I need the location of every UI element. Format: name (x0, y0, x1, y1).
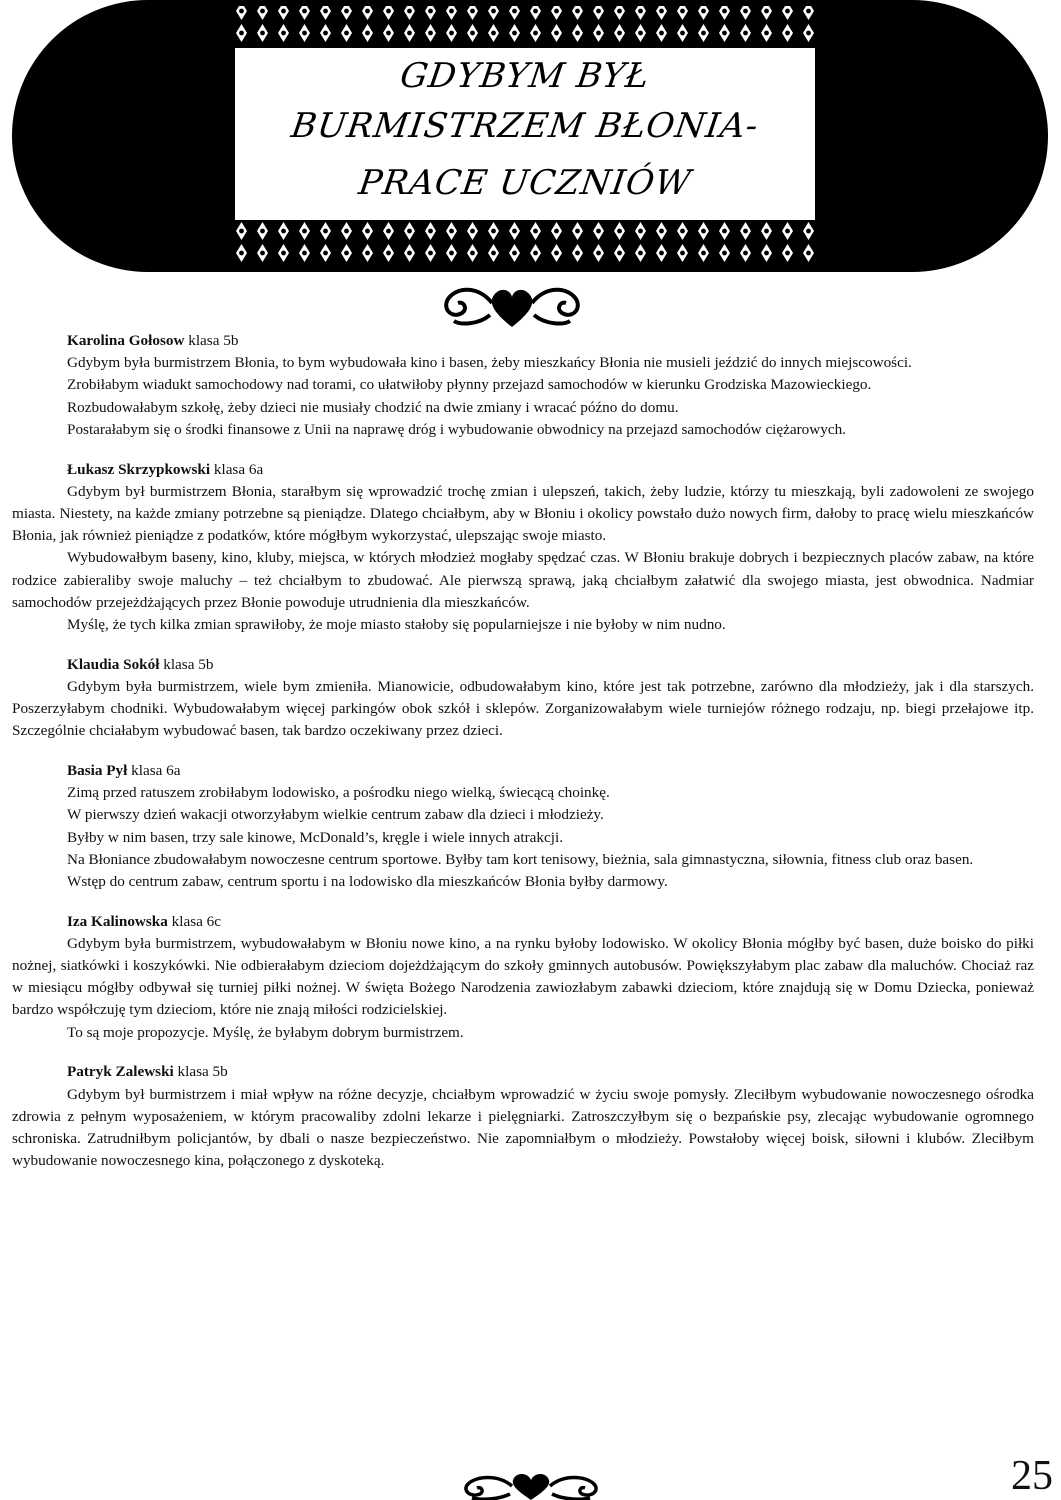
essay-heading (12, 654, 1034, 676)
essay-heading (12, 911, 1034, 933)
author-class: klasa 6c (171, 912, 221, 930)
author-name: Łukasz Skrzypkowski (67, 460, 211, 478)
essay-paragraph: Wstęp do centrum zabaw, centrum sportu i na lodowisko dla mieszkańców Błonia byłby darmowy. (67, 872, 668, 890)
essay-paragraph: Myślę, że tych kilka zmian sprawiłoby, że moje miasto stałoby się popularniejsze i nie byłoby w nim nudno. (67, 615, 726, 633)
author-class: klasa 6a (213, 460, 264, 478)
essay-paragraph: Gdybym była burmistrzem, wiele bym zmieniła. Mianowicie, odbudowałabym kino, które jest tak potrzebne, zarówno dla młodzieży, jak i dla starszych. Poszerzyłabym chodniki. Wybudowałabym więcej parkingów obok szkół i sklepów. Zorganizowałabym wiele turniejów różnego rodzaju, np. biegi przełajowe itp. Szczególnie chciałabym wybudować basen, tak bardzo oczekiwany przez dzieci. (12, 677, 1034, 740)
author-class: klasa 5b (177, 1063, 228, 1081)
author-name: Karolina Gołosow (67, 332, 185, 349)
essay-entry (12, 459, 1034, 637)
essay-paragraph: W pierwszy dzień wakacji otworzyłabym wielkie centrum zabaw dla dzieci i młodzieży. (67, 806, 604, 824)
page-title-line-3: PRACE UCZNIÓW (356, 163, 694, 203)
essay-paragraph: Byłby w nim basen, trzy sale kinowe, McDonald’s, kręgle i wiele innych atrakcji. (67, 828, 563, 846)
essay-entry (12, 654, 1034, 743)
essay-paragraph: Gdybym był burmistrzem i miał wpływ na różne decyzje, chciałbym wprowadzić w życiu swoje pomysły. Zleciłbym wybudowanie nowoczesnego ośrodka zdrowia z pełnym wyposażeniem, w którym pracowaliby zdolni lekarze i pielęgniarki. Zatroszczyłbym się o bezpańskie psy, zlecając wybudowanie ogromnego schroniska. Zatrudniłbym policjantów, by dbali o nasze bezpieczeństwo. Nie zapomniałbym o młodzieży. Powstałoby więcej boisk, siłowni i klubów. Zleciłbym wybudowanie nowoczesnego kina, połączonego z dyskoteką. (12, 1085, 1034, 1170)
essay-paragraph: Na Błoniance zbudowałabym nowoczesne centrum sportowe. Byłby tam kort tenisowy, bieżnia, sala gimnastyczna, siłownia, fitness club oraz basen. (67, 850, 974, 868)
essay-heading (12, 1061, 1034, 1083)
student-essays (12, 330, 1034, 1190)
essay-paragraph: Rozbudowałabym szkołę, żeby dzieci nie musiały chodzić na dwie zmiany i wracać późno do domu. (67, 398, 679, 416)
essay-paragraph: Zimą przed ratuszem zrobiłabym lodowisko, a pośrodku niego wielką, świecącą choinkę. (67, 784, 610, 802)
essay-paragraph: Gdybym był burmistrzem Błonia, starałbym się wprowadzić trochę zmian i ulepszeń, takich, żeby ludzie, którzy tu mieszkają, byli zadowoleni ze swojego miasta. Niestety, na każde zmiany potrzebne są pieniądze. Dlatego chciałbym, aby w Błoniu i okolicy powstało dużo nowych firm, dałoby to pracę wielu mieszkańców Błonia, jak również pieniądze z podatków, które mógłbym wykorzystać, ulepszając swoje miasto. (12, 482, 1034, 545)
page-title-line-1: GDYBYM BYŁ (397, 56, 653, 96)
author-class: klasa 5b (188, 332, 239, 349)
essay-entry (12, 760, 1034, 893)
author-class: klasa 6a (131, 761, 181, 779)
essay-paragraph: Postarałabym się o środki finansowe z Unii na naprawę dróg i wybudowanie obwodnicy na przejazd samochodów ciężarowych. (67, 420, 846, 438)
author-name: Klaudia Sokół (67, 655, 160, 673)
essay-paragraph: Wybudowałbym baseny, kino, kluby, miejsca, w których młodzież mogłaby spędzać czas. W Błoniu brakuje dobrych i bezpiecznych placów zabaw, na które rodzice zabieraliby swoje maluchy – też chciałbym to zbudować. Ale pierwszą sprawą, jaką chciałbym załatwić dla swojego miasta, jest obwodnica. Nadmiar samochodów przejeżdżających przez Błonie powoduje utrudnienia dla mieszkańców. (12, 549, 1034, 611)
essay-paragraph: Gdybym była burmistrzem, wybudowałabym w Błoniu nowe kino, a na rynku byłoby lodowisko. W okolicy Błonia mógłby być basen, duże boisko do piłki nożnej, siatkówki i koszykówki. Nie odbierałabym dzieciom dojeżdżającym do szkoły gminnych autobusów. Powiększyłabym plac zabaw dla maluchów. Chociaż raz w miesiącu mógłby odbywał się turniej piłki nożnej. W święta Bożego Narodzenia zawiozłabym zabawki dzieciom, które znajdują się w Domu Dziecka, ponieważ bardzo współczuję tym dzieciom, które nie znają miłości rodzicielskiej. (12, 934, 1034, 1019)
essay-heading (12, 459, 1034, 481)
page-title-line-2: BURMISTRZEM BŁONIA- (288, 106, 762, 146)
essay-paragraph: To są moje propozycje. Myślę, że byłabym dobrym burmistrzem. (67, 1023, 464, 1041)
essay-paragraph: Zrobiłabym wiadukt samochodowy nad torami, co ułatwiłoby płynny przejazd samochodów w kierunku Grodziska Mazowieckiego. (67, 376, 872, 394)
essay-paragraph: Gdybym była burmistrzem Błonia, to bym wybudowała kino i basen, żeby mieszkańcy Błonia nie musieli jeździć do innych miejscowości. (67, 354, 912, 372)
essay-entry (12, 330, 1034, 441)
author-name: Patryk Zalewski (67, 1063, 174, 1081)
author-name: Basia Pył (67, 761, 128, 779)
page-number: 25 (1011, 1453, 1053, 1499)
essay-heading (12, 760, 1034, 782)
essay-entry (12, 1061, 1034, 1172)
essay-heading (12, 330, 1034, 352)
heart-ornament-icon (434, 275, 590, 331)
author-class: klasa 5b (163, 655, 214, 673)
essay-entry (12, 911, 1034, 1044)
author-name: Iza Kalinowska (67, 912, 168, 930)
heart-ornament-icon (452, 1470, 610, 1500)
